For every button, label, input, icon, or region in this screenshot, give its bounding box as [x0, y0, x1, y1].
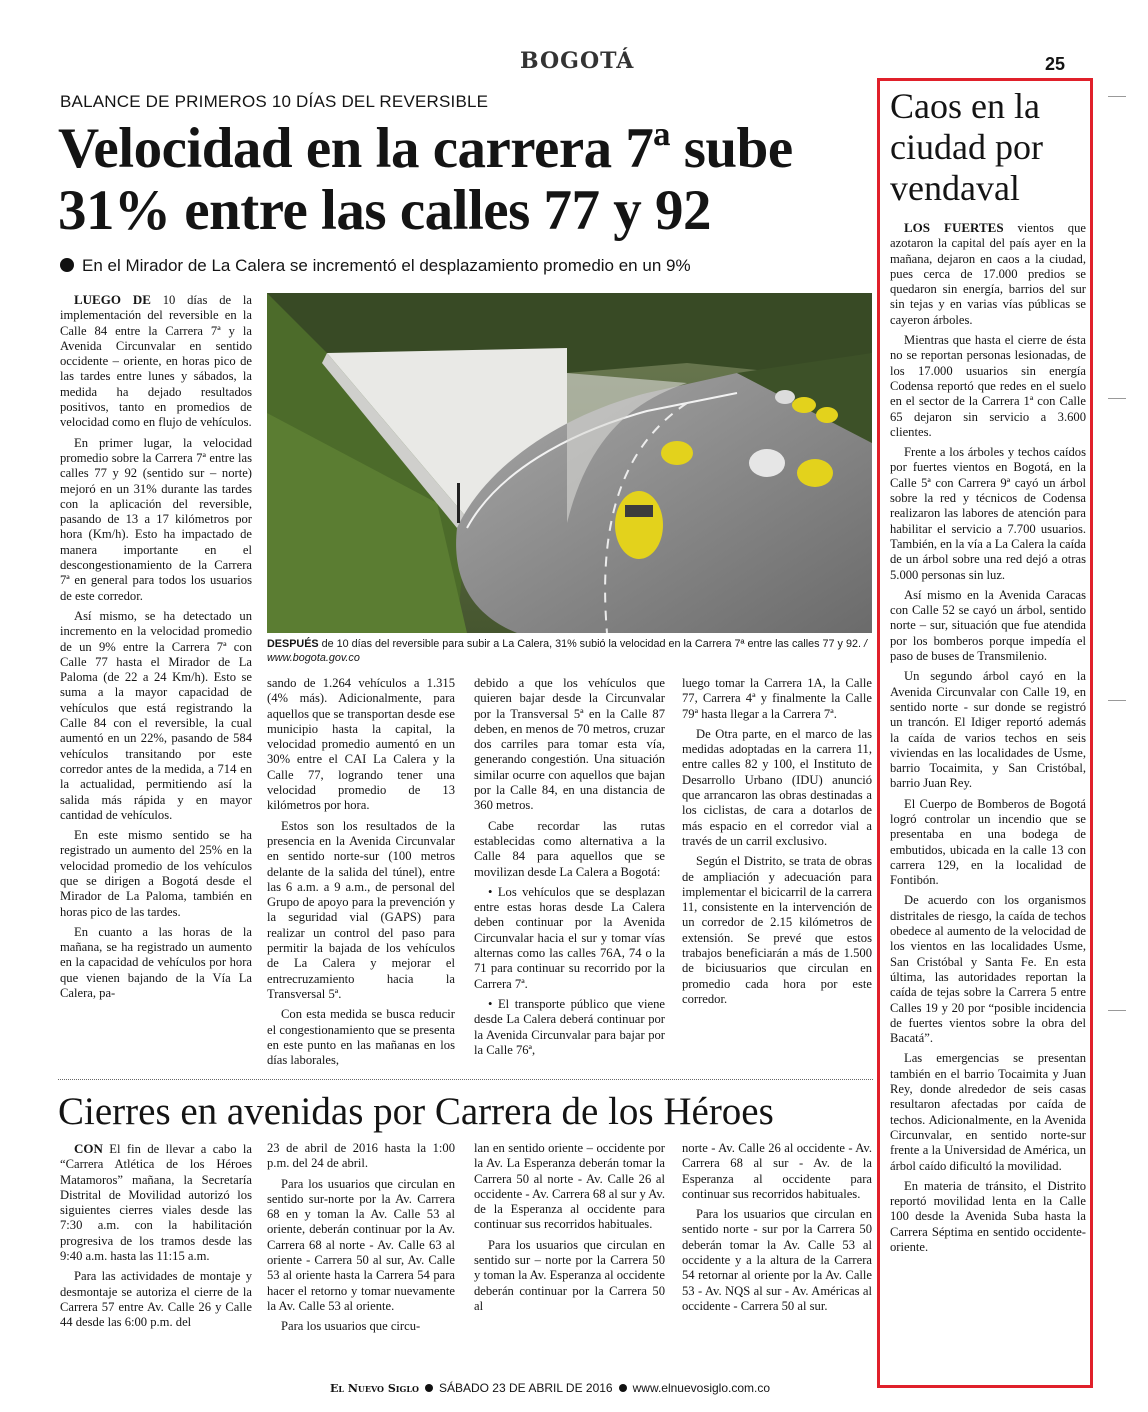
- paragraph: Para los usuarios que circulan en sentido norte - sur por la Carrera 50 deberán tomar la Av. Calle 53 al occidente y a la altura de la Carrera 54 retornar al oriente por la Av. Calle 53 - Av. NQS al sur - Av. Américas al occidente - Carrera 50 al sur.: [682, 1207, 872, 1313]
- paragraph: Así mismo, se ha detectado un incremento en la velocidad promedio de un 9% entre la Carrera 7ª con Calle 77 hasta el Mirador de La Paloma (de 22 a 24 Km/h). Esto se suma a la mayor capacidad de vehículos que está registrando la Calle 84 con el reversible, la cual aumentó en un 22%, pasando de 584 vehículos transitando por este corredor antes de la medida, a 714 en la actualidad, permitiendo así la salida más rápida y en mayor cantidad de vehículos.: [60, 608, 252, 822]
- footer-brand: El Nuevo Siglo: [330, 1382, 419, 1395]
- paragraph: Frente a los árboles y techos caídos por fuertes vientos en Bogotá, en la Calle 5ª con Carrera 9ª cayó un árbol sobre la red y técnicos de Codensa realizaron las labores de atención para habilitar el servicio a 7.700 usuarios. También, en la vía a La Calera la caída de un árbol sobre una red dejó a otras 5.000 personas sin luz.: [890, 445, 1086, 582]
- bullet-icon: [425, 1384, 433, 1392]
- taxi: [792, 397, 816, 413]
- paragraph: • El transporte público que viene desde La Calera deberá continuar por la Avenida Circunvalar para bajar por la Calle 76ª,: [474, 996, 665, 1057]
- main-column-3: [474, 676, 665, 1063]
- main-column-2: [267, 676, 455, 1073]
- paragraph: 23 de abril de 2016 hasta la 1:00 p.m. del 24 de abril.: [267, 1141, 455, 1171]
- paragraph: Para las actividades de montaje y desmontaje se autoriza el cierre de la Carrera 57 entre Av. Calle 26 y Calle 44 desde las 6:00 p.m. del: [60, 1269, 252, 1330]
- paragraph: Un segundo árbol cayó en la Avenida Circunvalar con Calle 19, en sentido norte - sur donde se registró un trancón. El Idiger reportó además la caída de varios techos en seis viviendas en las localidades de Usme, barrio Tocaimita, y San Cristóbal, barrio Juan Rey.: [890, 669, 1086, 791]
- taxi: [797, 459, 833, 487]
- paragraph: lan en sentido oriente – occidente por la Av. La Esperanza deberán tomar la Carrera 50 al norte - Av. Calle 26 al occidente - Av. Carrera 68 al sur y Av. de la Esperanza al occidente para continuar sus recorridos habituales.: [474, 1141, 665, 1232]
- margin-mark: [1108, 398, 1126, 399]
- paragraph: Según el Distrito, se trata de obras de ampliación y adecuación para implementar el bicicarril de la carrera 11, consistente en la intervención de un corredor de 2.15 kilómetros de extensión. Se prevé que estos trabajos beneficiarán a más de 1.500 de biciusuarios que circulan en promedio cada hora por este corredor.: [682, 854, 872, 1006]
- paragraph: Estos son los resultados de la presencia en la Avenida Circunvalar en sentido norte-sur (100 metros delante de la salida del túnel), entre las 6 a.m. a 9 a.m., de personal del Grupo de apoyo para la prevención y la seguridad vial (GAPS) para realizar un control del paso para permitir la bajada de los vehículos de La Calera y mejorar el entrecruzamiento hacia la Transversal 5ª.: [267, 818, 455, 1001]
- paragraph: LUEGO DE 10 días de la implementación del reversible en la Calle 84 entre la Carrera 7ª y la Avenida Circunvalar en sentido occidente – oriente, en horas pico de las tardes entre lunes y sábados, la medida ha dejado resultados positivos, tanto en promedios de velocidad como en flujo de vehículos.: [60, 292, 252, 430]
- road-photo: [267, 293, 872, 633]
- paragraph: Para los usuarios que circulan en sentido sur-norte por la Av. Carrera 68 en y toman la Av. Calle 53 al oriente, deberán continuar por la Av. Carrera 68 al norte - Av. Calle 63 al oriente - Carrera 50 al sur, Av. Calle 53 al oriente hasta la Carrera 54 para hacer el retorno y tomar nuevamente la Av. Calle 53 al oriente.: [267, 1176, 455, 1313]
- photo-caption: DESPUÉS de 10 días del reversible para subir a La Calera, 31% subió la velocidad en la Carrera 7ª entre las calles 77 y 92. / www.bogota.gov.co: [267, 638, 867, 664]
- kicker: BALANCE DE PRIMEROS 10 DÍAS DEL REVERSIBLE: [60, 92, 489, 111]
- paragraph: En materia de tránsito, el Distrito reportó movilidad lenta en la Calle 100 desde la Avenida Suba hasta la Carrera Séptima en sentido occidente-oriente.: [890, 1178, 1086, 1254]
- paragraph: Así mismo en la Avenida Caracas con Calle 52 se cayó un árbol, sentido norte – sur, situación que fue atendida por los bomberos porque impedía el paso de buses de Transmilenio.: [890, 587, 1086, 664]
- paragraph: En este mismo sentido se ha registrado un aumento del 25% en la velocidad promedio de los vehículos que se dirigen a Bogotá desde el Mirador de La Paloma, también en horas pico de las tardes.: [60, 828, 252, 919]
- subhead: [60, 256, 860, 276]
- paragraph: En primer lugar, la velocidad promedio sobre la Carrera 7ª entre las calles 77 y 92 (sentido sur – norte) mejoró en un 31% durante las tardes con la aplicación del reversible, pasando de 13 a 17 kilómetros por hora (Km/h). Esto ha impactado de manera importante en el descongestionamiento de la Carrera 7ª en general para todos los usuarios de este corredor.: [60, 435, 252, 603]
- paragraph: El Cuerpo de Bomberos de Bogotá logró controlar un incendio que se presentaba en una bodega de embutidos, ubicada en la calle 13 con carrera 129, en la localidad de Fontibón.: [890, 796, 1086, 888]
- main-column-1: [60, 292, 252, 1006]
- paragraph: Para los usuarios que circulan en sentido sur – norte por la Carrera 50 y toman la Av. Esperanza al occidente deberán continuar por la Carrera 50 al: [474, 1237, 665, 1313]
- second-column-4: [682, 1141, 872, 1319]
- car: [775, 390, 795, 404]
- paragraph: Las emergencias se presentan también en el barrio Tocaimita y Juan Rey, donde alrededor de seis casas resultaron afectadas por caída de techos. Adicionalmente, en la Avenida Circunvalar, en sentido norte-sur frente a la Universidad de América, un árbol caído dificultó la movilidad.: [890, 1051, 1086, 1173]
- page-number: 25: [1045, 54, 1066, 74]
- paragraph: De Otra parte, en el marco de las medidas adoptadas en la carrera 11, entre calles 82 y 100, el Instituto de Desarrollo Urbano (IDU) anunció que arrancaron las obras destinadas a los ciclistas, de cara a dotarlos de más espacio en el corredor vial a través de un carril exclusivo.: [682, 726, 872, 848]
- sidebar-body: [890, 220, 1086, 1260]
- margin-mark: [1108, 96, 1126, 97]
- footer-url[interactable]: www.elnuevosiglo.com.co: [632, 1381, 771, 1395]
- paragraph: De acuerdo con los organismos distritales de riesgo, la caída de techos obedece al aumento de la velocidad de los vientos en las localidades Usme, San Cristóbal y Santa Fe. En esta última, las autoridades reportan la caída de tejas sobre la Carrera 5 entre Calles 19 y 20 por “posible incidencia de fuertes vientos sobre la obra del Bacatá”.: [890, 893, 1086, 1046]
- margin-mark: [1108, 700, 1126, 701]
- main-column-4: [682, 676, 872, 1012]
- bullet-icon: [60, 258, 74, 272]
- car: [749, 449, 785, 477]
- taxi: [816, 407, 838, 423]
- second-column-2: [267, 1141, 455, 1340]
- paragraph: En cuanto a las horas de la mañana, se ha registrado un aumento en la capacidad de vehículos por hora que vienen bajando de la Vía La Calera, pa-: [60, 924, 252, 1001]
- paragraph: Con esta medida se busca reducir el congestionamiento que se presenta en este punto en las mañanas en los días laborales,: [267, 1007, 455, 1068]
- subhead-text: En el Mirador de La Calera se incrementó el desplazamiento promedio en un 9%: [82, 256, 691, 275]
- main-headline: Velocidad en la carrera 7ª sube 31% entre las calles 77 y 92: [58, 117, 793, 242]
- paragraph: Cabe recordar las rutas establecidas como alternativa a la Calle 84 para aquellos que se movilizan desde La Calera a Bogotá:: [474, 818, 665, 879]
- paragraph: Para los usuarios que circu-: [281, 1319, 421, 1334]
- footer: [330, 1381, 850, 1395]
- road-photo-illustration: [267, 293, 872, 633]
- lead-word: CON: [74, 1141, 103, 1156]
- paragraph: luego tomar la Carrera 1A, la Calle 77, Carrera 4ª y finalmente la Calle 79ª hasta llegar a la Carrera 7ª.: [682, 676, 872, 721]
- paragraph: sando de 1.264 vehículos a 1.315 (4% más). Adicionalmente, para aquellos que se transportan desde ese municipio hasta la capital, la velocidad promedio aumentó en un 30% entre el CAI La Calera y la Calle 77, logrando tener una velocidad promedio de 13 kilómetros por hora.: [267, 676, 455, 813]
- photo-credit: / www.bogota.gov.co: [267, 638, 867, 664]
- taxi: [615, 491, 663, 559]
- lead-word: LUEGO DE: [74, 292, 151, 307]
- paragraph: Mientras que hasta el cierre de ésta no se reportan personas lesionadas, de los 17.000 usuarios sin energía Codensa reportó que redes en el suelo en el sector de la Carrera 1ª con Calle 65 dejaron sin servicio a 3.600 clientes.: [890, 333, 1086, 439]
- taxi: [661, 441, 693, 465]
- second-column-1: [60, 1141, 252, 1336]
- second-column-3: [474, 1141, 665, 1319]
- paragraph: debido a que los vehículos que quieren bajar desde la Circunvalar por la Transversal 5ª en la Calle 87 deben, en menos de 70 metros, cruzar dos carriles para tomar esta vía, generando congestión. Una situación similar ocurre con aquellos que bajan por la Calle 84, en una distancia de 360 metros.: [474, 676, 665, 813]
- section-title: BOGOTÁ: [520, 48, 635, 74]
- paragraph: • Los vehículos que se desplazan entre estas horas desde La Calera deben continuar por la Avenida Circunvalar hacia el sur y tomar vías alternas como las calles 76A, 74 o la 71 para continuar su recorrido por la Carrera 7ª.: [474, 884, 665, 991]
- second-headline: Cierres en avenidas por Carrera de los Héroes: [58, 1090, 774, 1133]
- margin-mark: [1108, 1010, 1126, 1011]
- lead-word: LOS FUERTES: [904, 220, 1004, 235]
- footer-date: SÁBADO 23 DE ABRIL DE 2016: [438, 1381, 613, 1395]
- sidebar-headline: Caos en la ciudad por vendaval: [890, 86, 1043, 208]
- divider: [58, 1079, 873, 1080]
- paragraph: LOS FUERTES vientos que azotaron la capital del país ayer en la mañana, dejaron en caos a la ciudad, pues cerca de 17.000 predios se quedaron sin energía, barrios del sur sin tejas y en varias vías públicas se cayeron árboles.: [890, 220, 1086, 327]
- bullet-icon: [619, 1384, 627, 1392]
- paragraph: CON El fin de llevar a cabo la “Carrera Atlética de los Héroes Matamoros” mañana, la Secretaría Distrital de Movilidad autorizó los siguientes cierres viales desde las 7:30 a.m. con la habilitación progresiva de los tramos desde las 9:40 a.m. hasta las 11:15 a.m.: [60, 1141, 252, 1264]
- paragraph: norte - Av. Calle 26 al occidente - Av. Carrera 68 al sur - Av. de la Esperanza al occidente para continuar sus recorridos habituales.: [682, 1141, 872, 1201]
